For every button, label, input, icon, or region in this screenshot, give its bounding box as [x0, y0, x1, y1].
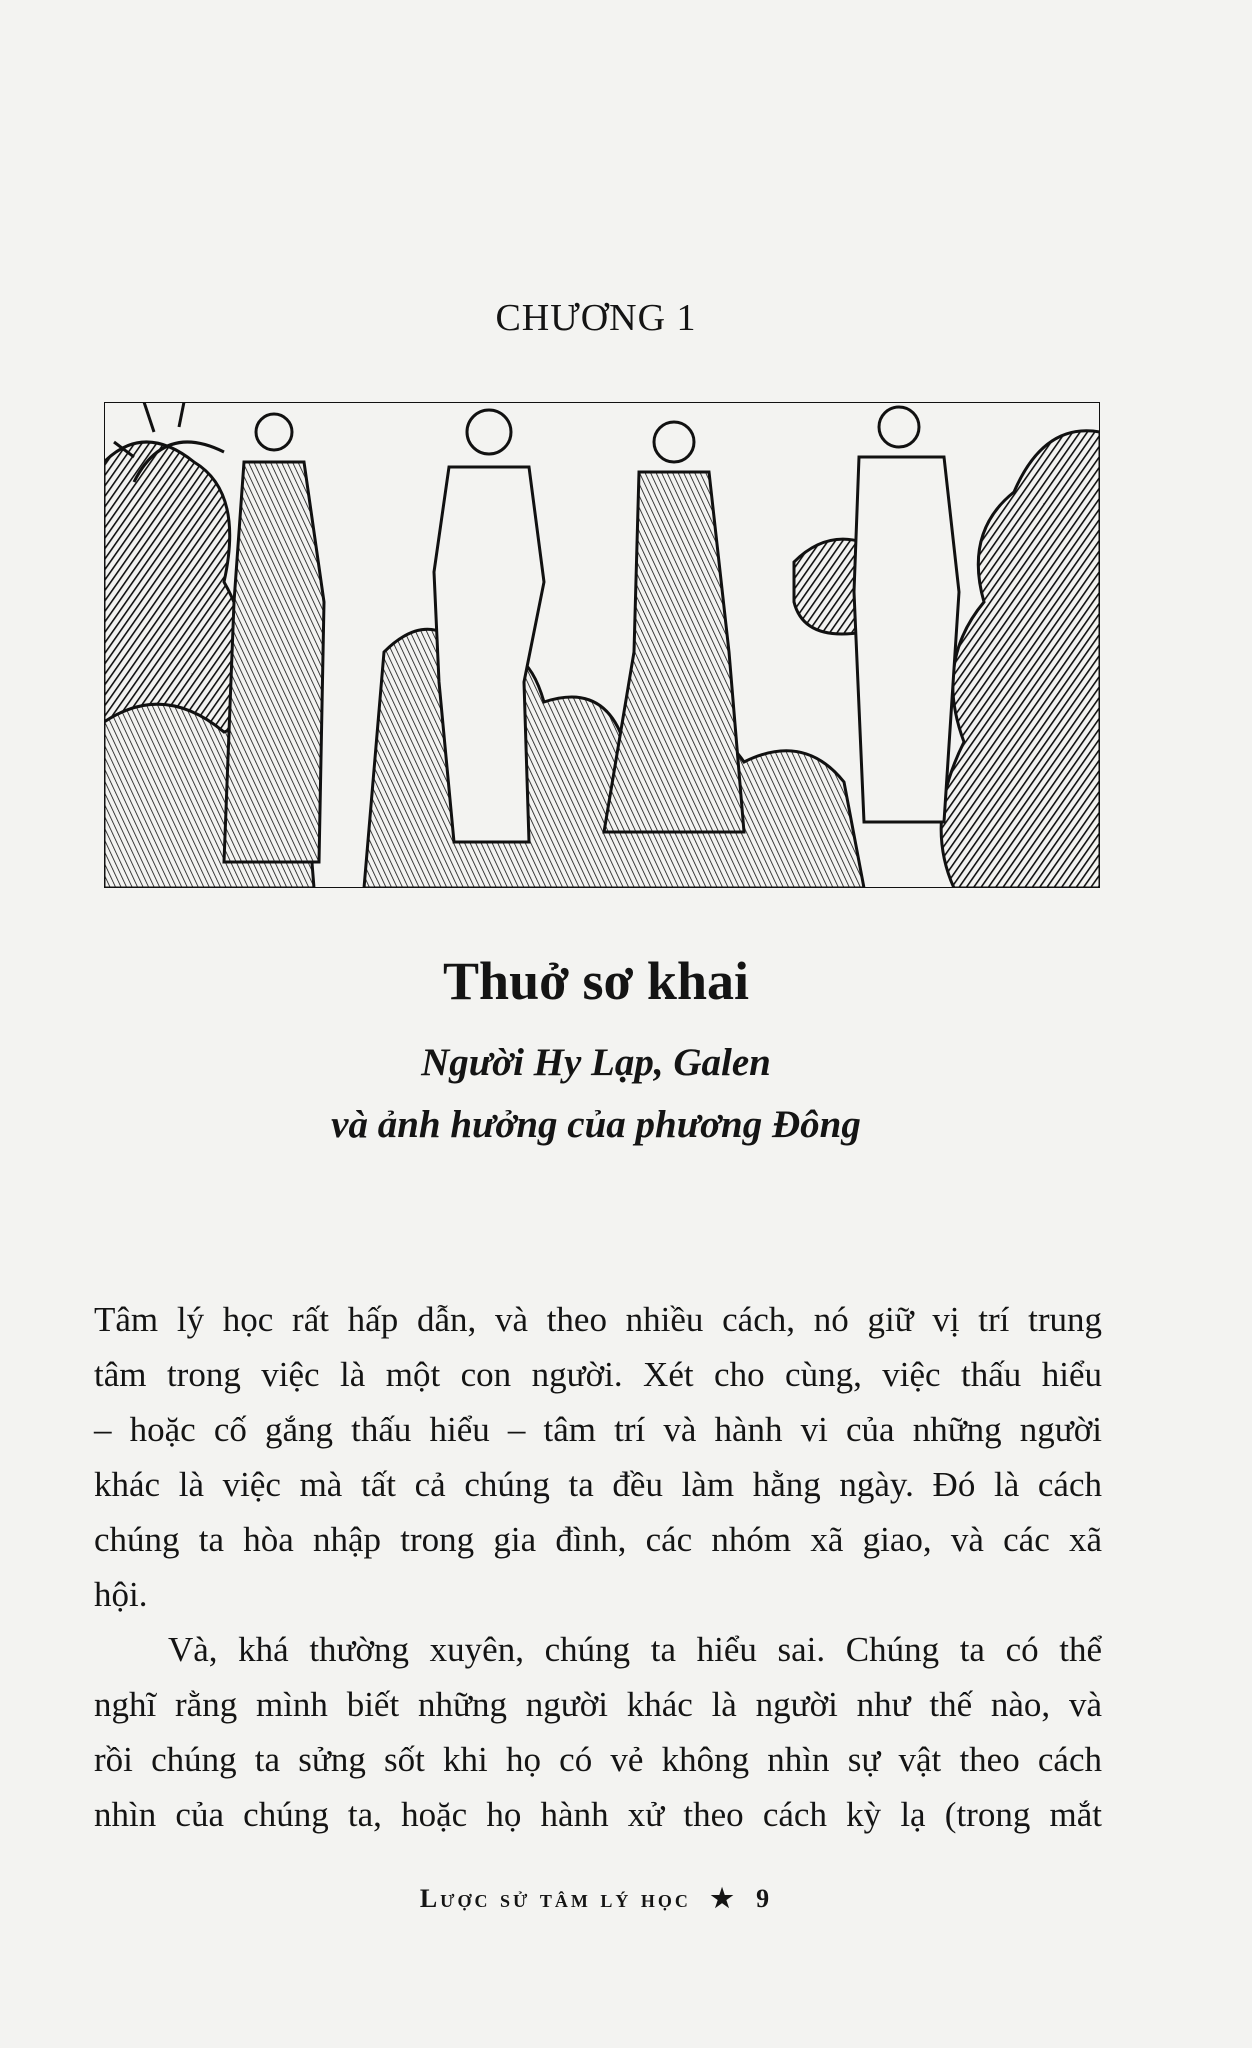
page-footer	[0, 1884, 1192, 1914]
chapter-subtitle-line: Người Hy Lạp, Galen	[421, 1041, 771, 1084]
text-line: nhìn của chúng ta, hoặc họ hành xử theo cách kỳ lạ (trong mắt	[94, 1795, 1102, 1834]
page-number: 9	[756, 1884, 773, 1913]
text-line: khác là việc mà tất cả chúng ta đều làm hằng ngày. Đó là cách	[94, 1465, 1102, 1504]
text-line: Và, khá thường xuyên, chúng ta hiểu sai. Chúng ta có thể	[168, 1630, 1102, 1669]
text-line: hội.	[94, 1575, 148, 1614]
chapter-label: CHƯƠNG 1	[495, 297, 697, 339]
star-icon: ★	[710, 1884, 737, 1913]
text-line: chúng ta hòa nhập trong gia đình, các nhóm xã giao, và các xã	[94, 1520, 1102, 1559]
running-title: Lược sử tâm lý học	[419, 1884, 691, 1913]
paragraph-1	[94, 1292, 1102, 1622]
text-line: – hoặc cố gắng thấu hiểu – tâm trí và hành vi của những người	[94, 1410, 1102, 1449]
paragraph-2	[94, 1622, 1102, 1842]
text-line: rồi chúng ta sửng sốt khi họ có vẻ không nhìn sự vật theo cách	[94, 1740, 1102, 1779]
text-line: tâm trong việc là một con người. Xét cho cùng, việc thấu hiểu	[94, 1355, 1102, 1394]
chapter-illustration	[104, 402, 1100, 888]
chapter-title: Thuở sơ khai	[443, 951, 749, 1011]
text-line: nghĩ rằng mình biết những người khác là người như thế nào, và	[94, 1685, 1102, 1724]
chapter-subtitle-line: và ảnh hưởng của phương Đông	[331, 1103, 861, 1146]
text-line: Tâm lý học rất hấp dẫn, và theo nhiều cách, nó giữ vị trí trung	[94, 1300, 1102, 1339]
